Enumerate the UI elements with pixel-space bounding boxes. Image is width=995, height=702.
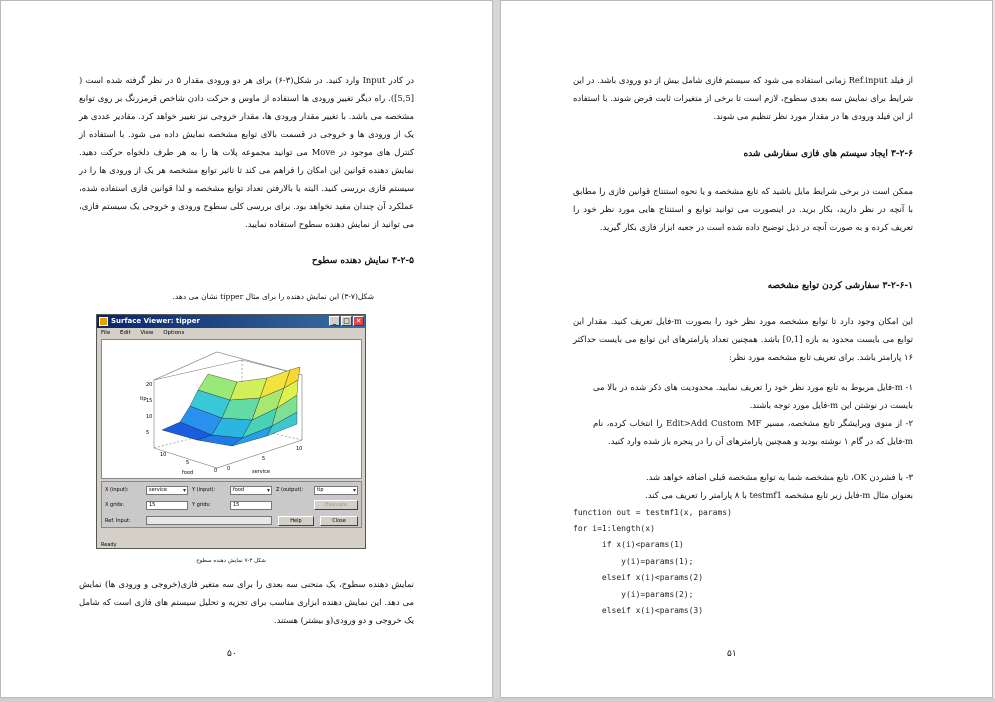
x-grids-label: X grids: <box>105 502 125 508</box>
right-page-number: ۵۱ <box>727 649 737 659</box>
right-paragraph-2: ممکن است در برخی شرایط مایل باشید که تابع مشخصه و یا نحوه استنتاج قوانین فازی را مطابق با آنچه در نظر دارید، بکار برید. در اینصورت می توانید توابع و استنتاج هایی مورد نظر خود را تعریف کرده و به صورت آنچه در ذیل توضیح داده شده است در جعبه ابزار فازی بکار گیرید. <box>573 186 913 232</box>
code-line: if x(i)<params(1) <box>573 540 684 549</box>
close-icon[interactable]: ✕ <box>353 316 364 326</box>
left-paragraph-1: در کادر Input وارد کنید. در شکل(۳-۶) برای هر دو ورودی مقدار ۵ در نظر گرفته شده است ( [5,5]). راه دیگر تغییر ورودی ها استفاده از ماوس و حرکت دادن شاخص قرمزرنگ بر روی توابع مشخصه می باشد. با تغییر مقدار ورودی ها، مقدار خروجی نیز تغییر خواهد کرد. مقادیر عددی هر یک از ورودی ها و خروجی در قسمت بالای توابع مشخصه نمایش داده می شود. با استفاده از کنترل های موجود در Move می توانید مجموعه پلات ها را به هر طرف دلخواه حرکت دهید. نمایش دهنده قوانین این امکان را فراهم می کند تا تاثیر توابع مشخصه هر یک از ورودی ها را در سیستم فازی بررسی کنید. البته با بالارفتن تعداد توابع مشخصه و لذا قوانین فازی استفاده شده، عملکرد آن چندان مفید نخواهد بود. برای بررسی کلی سطوح ورودی و خروجی یک سیستم فازی، می توانید از نمایش دهنده سطوح استفاده نمایید. <box>79 75 415 229</box>
menu-options[interactable]: Options <box>163 330 185 336</box>
code-line: y(i)=params(2); <box>573 590 694 599</box>
surface-viewer-window <box>96 314 366 549</box>
ref-input-label: Ref. Input: <box>105 518 131 524</box>
left-page <box>0 0 493 698</box>
menu-file[interactable]: File <box>101 330 111 336</box>
x-tick-0: 0 <box>214 468 218 474</box>
x-axis-label: food <box>182 470 194 476</box>
right-page <box>500 0 993 698</box>
y-tick-10: 10 <box>296 446 303 452</box>
menu-view[interactable]: View <box>140 330 154 336</box>
figure-caption: شکل ۳-۷ نمایش دهنده سطوح <box>196 558 266 564</box>
z-axis-label: tip <box>140 396 147 402</box>
matlab-app-icon <box>99 317 108 326</box>
menu-bar <box>97 328 365 338</box>
list-item-2: ۲- از منوی ویرایشگر تابع مشخصه، مسیر Edit>Add Custom MF را انتخاب کرده، نام m-فایل که در گام ۱ نوشته بودید و همچنین پارامترهای آن را در پنجره باز شده وارد کنید. <box>593 418 913 446</box>
right-paragraph-1: از فیلد Ref.input زمانی استفاده می شود که سیستم فازی شامل بیش از دو ورودی باشد. در این شرایط برای نمایش سه بعدی سطوح، لازم است تا برخی از متغیرات ثابت فرض شوند. با استفاده از این فیلد ورودی ها در مقدار مورد نظر تنظیم می شوند. <box>573 75 913 121</box>
list-item-1: ۱- m-فایل مربوط به تابع مورد نظر خود را تعریف نمایید. محدودیت های ذکر شده در بالا می بایست در نوشتن این m-فایل مورد توجه باشند. <box>593 382 914 410</box>
page-gutter <box>493 0 500 702</box>
code-line: for i=1:length(x) <box>573 524 655 533</box>
example-intro: بعنوان مثال m-فایل زیر تابع مشخصه testmf1 با ۸ پارامتر را تعریف می کند. <box>645 490 913 500</box>
maximize-icon[interactable]: □ <box>341 316 352 326</box>
z-tick-15: 15 <box>146 398 153 404</box>
code-line: function out = testmf1(x, params) <box>573 508 732 517</box>
help-button[interactable]: Help <box>278 516 314 526</box>
left-heading-surface-viewer: ۳-۲-۵ نمایش دهنده سطوح <box>311 256 414 266</box>
code-line: elseif x(i)<params(3) <box>573 606 704 615</box>
close-button[interactable]: Close <box>320 516 358 526</box>
x-grids-field[interactable]: 15 <box>146 501 188 510</box>
x-input-select[interactable]: service ▾ <box>146 486 188 495</box>
surface-plot <box>102 340 361 478</box>
x-tick-10: 10 <box>160 452 167 458</box>
control-panel <box>101 481 362 528</box>
z-tick-20: 20 <box>146 382 153 388</box>
minimize-icon[interactable]: _ <box>329 316 340 326</box>
y-grids-field[interactable]: 15 <box>230 501 272 510</box>
x-input-label: X (input): <box>105 487 129 493</box>
window-title: Surface Viewer: tipper <box>111 317 200 325</box>
z-tick-10: 10 <box>146 414 153 420</box>
left-page-number: ۵۰ <box>227 649 237 659</box>
right-heading-custom-mf: ۳-۲-۶-۱ سفارشی کردن توابع مشخصه <box>767 281 913 291</box>
y-tick-0: 0 <box>227 466 231 472</box>
y-input-select[interactable]: food ▾ <box>230 486 272 495</box>
right-heading-custom-fuzzy: ۳-۲-۶ ایجاد سیستم های فازی سفارشی شده <box>743 149 913 159</box>
surface-mesh <box>162 367 300 446</box>
z-output-label: Z (output): <box>276 487 304 493</box>
status-bar: Ready <box>101 542 117 548</box>
z-output-select[interactable]: tip ▾ <box>314 486 358 495</box>
right-paragraph-3: این امکان وجود دارد تا توابع مشخصه مورد نظر خود را بصورت m-فایل تعریف کنید. مقدار این توابع می بایست محدود به بازه [0,1] باشد. همچنین تعداد پارامترهای این توابع می بایست حداکثر ۱۶ پارامتر باشد. برای تعریف تابع مشخصه مورد نظر: <box>573 316 913 362</box>
viewer-bottom-edge <box>0 698 995 702</box>
code-line: y(i)=params(1); <box>573 557 694 566</box>
y-grids-label: Y grids: <box>192 502 211 508</box>
left-paragraph-2: نمایش دهنده سطوح، یک منحنی سه بعدی را برای سه متغیر فازی(خروجی و ورودی ها) نمایش می دهد. این نمایش دهنده ابزاری مناسب برای تجزیه و تحلیل سیستم های فازی است که شامل یک خروجی و دو ورودی(و بیشتر) هستند. <box>79 579 414 625</box>
z-tick-5: 5 <box>146 430 150 436</box>
menu-edit[interactable]: Edit <box>119 330 131 336</box>
window-titlebar <box>97 315 365 328</box>
evaluate-button[interactable]: Evaluate <box>314 500 358 510</box>
figure-intro: شکل(۷-۳) این نمایش دهنده را برای مثال tipper نشان می دهد. <box>172 292 374 301</box>
ref-input-field[interactable] <box>146 516 272 525</box>
y-axis-label: service <box>252 469 270 475</box>
surface-plot-area[interactable] <box>101 339 362 479</box>
y-tick-5: 5 <box>262 456 266 462</box>
x-tick-5: 5 <box>186 460 190 466</box>
y-input-label: Y (input): <box>192 487 216 493</box>
list-item-3: ۳- با فشردن OK، تابع مشخصه شما به توابع مشخصه قبلی اضافه خواهد شد. <box>645 472 913 482</box>
code-line: elseif x(i)<params(2) <box>573 573 704 582</box>
